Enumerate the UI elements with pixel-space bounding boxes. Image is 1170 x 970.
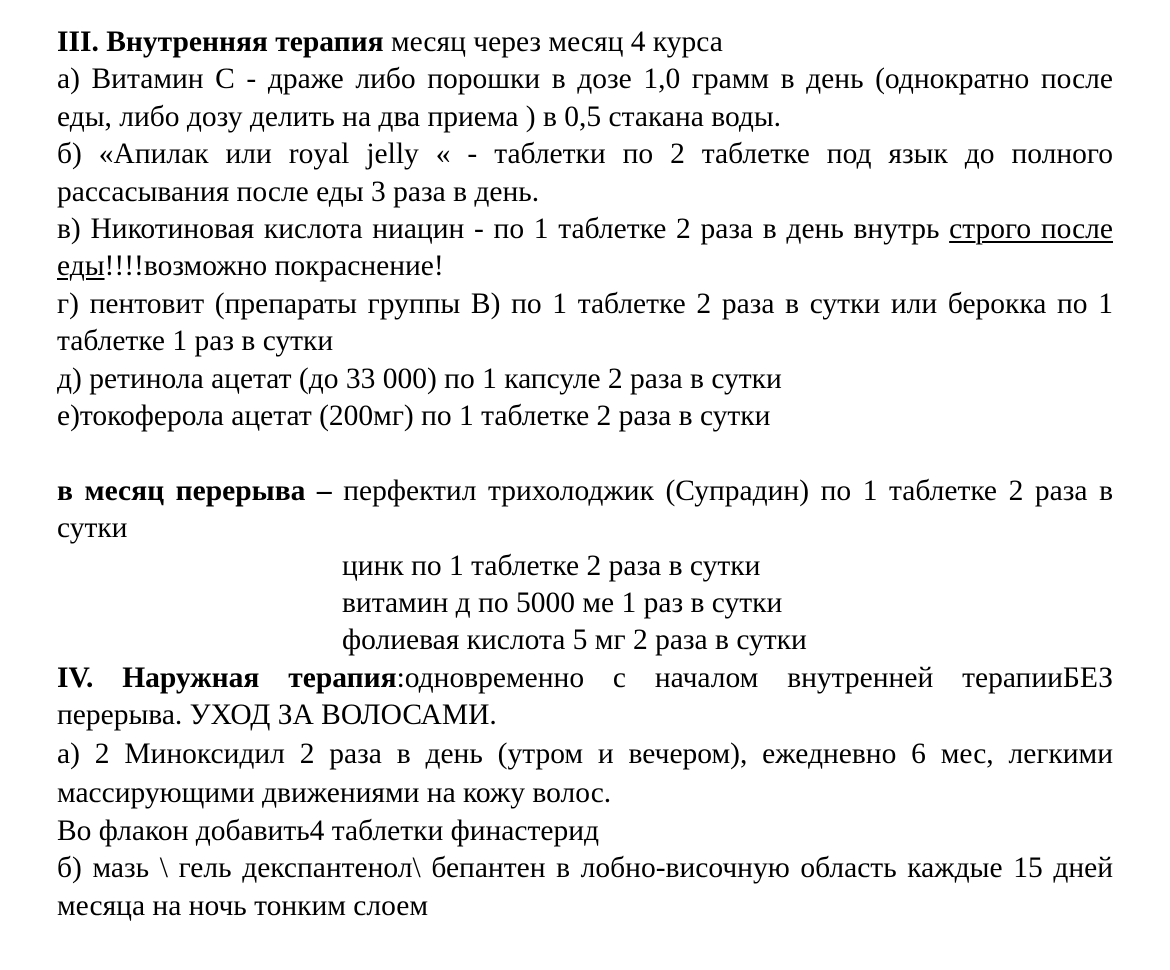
section-3-item-a: а) Витамин С - драже либо порошки в дозе 1,0 грамм в день (однократно после еды, либо дозу делить на два приема ) в 0,5 стакана воды. <box>57 63 1113 133</box>
section-3-item-v-underlined: строго после еды <box>57 213 1113 283</box>
break-month-list-item: витамин д по 5000 ме 1 раз в сутки <box>342 587 783 620</box>
section-3-heading-line <box>57 24 1113 61</box>
section-4-heading-rest: :одновременно с началом внутренней терапииБЕЗ перерыва. УХОД ЗА ВОЛОСАМИ. <box>57 661 1113 732</box>
section-4-heading-line <box>57 660 1113 735</box>
section-4-item-a: а) 2 Миноксидил 2 раза в день (утром и вечером), ежедневно 6 мес, легкими массирующими движениями на кожу волос. <box>57 737 1113 809</box>
section-3-item-v-rest: !!!!возможно покраснение! <box>104 250 444 283</box>
break-month-heading: в месяц перерыва – <box>57 474 332 507</box>
section-3-item-b: б) «Апилак или royal jelly « - таблетки по 2 таблетке под язык до полного рассасывания после еды 3 раза в день. <box>57 138 1113 208</box>
break-month-line <box>57 473 1113 548</box>
section-3-item-v <box>57 211 1113 286</box>
section-3-item-g: г) пентовит (препараты группы В) по 1 таблетке 2 раза в сутки или берокка по 1 таблетке 1 раз в сутки <box>57 287 1113 358</box>
section-3-heading: III. Внутренняя терапия <box>57 26 384 58</box>
section-3-item-e: е)токоферола ацетат (200мг) по 1 таблетке 2 раза в сутки <box>57 400 771 433</box>
break-month-list-item: цинк по 1 таблетке 2 раза в сутки <box>342 549 761 582</box>
section-3-item-d: д) ретинола ацетат (до 33 000) по 1 капсуле 2 раза в сутки <box>57 362 782 395</box>
section-4-heading: IV. Наружная терапия <box>57 661 397 694</box>
section-3-heading-rest: месяц через месяц 4 курса <box>383 26 723 58</box>
break-month-list-item: фолиевая кислота 5 мг 2 раза в сутки <box>342 624 807 657</box>
section-4-item-b: б) мазь \ гель декспантенол\ бепантен в лобно-височную область каждые 15 дней месяца на ночь тонким слоем <box>57 852 1113 922</box>
document-page <box>57 24 1113 925</box>
spacer <box>57 435 1113 472</box>
section-3-item-v-main: в) Никотиновая кислота ниацин - по 1 таблетке 2 раза в день внутрь <box>57 213 950 246</box>
break-month-text: перфектил трихолоджик (Супрадин) по 1 таблетке 2 раза в сутки <box>57 474 1113 545</box>
section-4-note: Во флакон добавить4 таблетки финастерид <box>57 814 600 847</box>
